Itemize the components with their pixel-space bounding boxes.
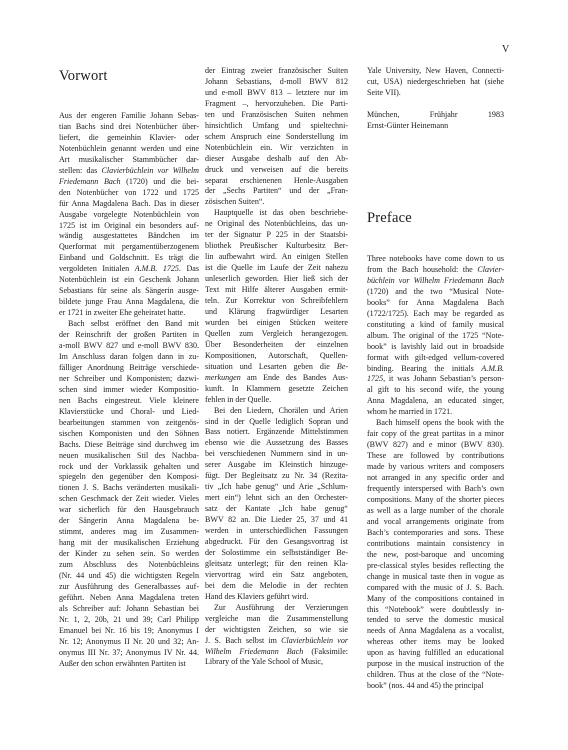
text-line: (1722/1725). Each may be regarded as	[367, 308, 504, 318]
text-line: liefert, die gemeinhin Klavier- oder	[59, 132, 199, 142]
text-line: und e-moll BWV 813 – letztere nur im	[205, 87, 348, 97]
text-line: Bachs. Diese Beiträge sind durchweg im	[59, 439, 199, 449]
text-line: Bach’s contemporaries and sons. These	[367, 527, 504, 537]
paragraph	[59, 319, 199, 670]
preface-heading: Preface	[367, 210, 412, 226]
text-line: als Schreiber auf: Johann Sebastian bei	[59, 603, 199, 613]
text-line: Notenbüchlein ist ein Geschenk Johann	[59, 275, 199, 285]
paragraph	[205, 66, 348, 208]
text-line: abgedruckt. Für den Gesangsvortrag ist	[205, 536, 348, 546]
text-line: Nr. 1, 2, 20b, 21 und 39; Carl Philipp	[59, 614, 199, 624]
text-line: büchlein vor Wilhelm Friedemann Bach	[367, 275, 504, 285]
text-line: spiegeln den gegenüber den Komposi-	[59, 472, 199, 482]
text-line: tian Bachs sind drei Notenbücher über-	[59, 121, 199, 131]
text-line: sischen Komponisten und den Söhnen	[59, 428, 199, 438]
text-line: zösischen Suiten“.	[205, 197, 265, 207]
text-line: ter der Signatur P 225 in der Staatsbi-	[205, 230, 348, 240]
text-line: contributions maintain consistency in	[367, 538, 504, 548]
text-line: neuen musikalischen Stil des Nachba-	[59, 450, 199, 460]
text-line: book” is lavishly laid out in broadside	[367, 341, 504, 351]
text-line: Three notebooks have come down to us	[367, 254, 504, 263]
paragraph	[367, 66, 504, 99]
preface-column	[367, 254, 504, 692]
text-line: viervortrag wird ein Satz angeboten,	[205, 569, 348, 579]
page-number: V	[502, 44, 510, 55]
paragraph	[205, 208, 348, 405]
text-line: Library of the Yale School of Music,	[205, 657, 324, 667]
text-line: al gift to his second wife, the young	[367, 385, 504, 395]
text-line: album. The original of the 1725 “Note-	[367, 330, 504, 340]
text-line: und Klärung fragwürdiger Lesarten	[205, 306, 348, 316]
text-line: compositions. Many of the shorter pieces	[367, 494, 504, 504]
text-line: fehlen in der Quelle.	[205, 394, 272, 404]
text-line: Sebastians für seine als Sängerin ausge-	[59, 286, 199, 296]
text-line: der Eintrag zweier französischer Suiten	[205, 66, 348, 75]
text-line: situation und Lesarten geben die Be-	[205, 361, 348, 371]
text-line: frequently interspersed with Bach’s own	[367, 484, 504, 494]
text-line: unleserlich geworden. Hier ließ sich der	[205, 274, 348, 284]
text-line: Nr. 12; Anonymus II Nr. 20 und 32; An-	[59, 636, 199, 646]
text-line: Fragment –, hervorzuheben. Die Parti-	[205, 98, 348, 108]
text-line: Notenbüchlein genannt werden und eine	[59, 143, 199, 153]
vorwort-column-2	[205, 66, 348, 668]
text-line: a-moll BWV 827 und e-moll BWV 830.	[59, 341, 199, 351]
text-line: 1725, it was Johann Sebastian’s person-	[367, 374, 504, 384]
text-line: fair copy of the great partitas in a minor	[367, 429, 504, 439]
text-line: zur Ausführung des Generalbasses auf-	[59, 581, 199, 591]
text-line: (1720) and the two “Musical Note-	[367, 286, 504, 296]
text-line: er 1721 in zweiter Ehe geheiratet hatte.	[59, 308, 186, 318]
text-line: bildete junge Frau Anna Magdalena, die	[59, 297, 199, 307]
text-line: ner Schreiber und Komponisten; dazwi-	[59, 373, 199, 383]
text-line: werden in unterschiedlichen Fassungen	[205, 526, 348, 536]
text-line: tended to serve the domestic musical	[367, 615, 504, 625]
paragraph	[367, 110, 504, 132]
text-line: schen Geschmack der Zeit wieder. Vieles	[59, 494, 199, 504]
text-line: needs of Anna Magdalena as a vocalist,	[367, 626, 504, 636]
text-line: Bach selbst eröffnet den Band mit	[68, 319, 199, 329]
text-line: Seite VII).	[367, 87, 401, 97]
text-line: der wichtigsten Zeichen, so wie sie	[205, 624, 348, 634]
text-line: separat erschienenen Henle-Ausgaben	[205, 175, 348, 185]
text-line: bei dem die Melodie in der rechten	[205, 580, 348, 590]
text-line: Kompositionen, Autorschaft, Quellen-	[205, 350, 348, 360]
text-line: ten und Französischen Suiten nehmen	[205, 109, 348, 119]
text-line: wurden bei einigen Stücken weitere	[205, 317, 348, 327]
text-line: compared with the music of J. S. Bach.	[367, 582, 504, 592]
text-line: gleitsatz unterlegt; für den reinen Kla-	[205, 558, 348, 568]
text-line: and vocal arrangements originate from	[367, 516, 504, 526]
text-line: J. S. Bach selbst im Clavierbüchlein vor	[205, 635, 348, 645]
text-line: pre-classical styles besides reflecting the	[367, 560, 504, 570]
paragraph	[205, 603, 348, 669]
text-line: Anna Magdalena, an educated singer,	[367, 396, 504, 406]
text-line: whereas other items may be looked	[367, 637, 504, 647]
text-line: Hand des Klaviers geführt wird.	[205, 591, 309, 601]
text-line: hinsichtlich Umfang und spieltechni-	[205, 120, 348, 130]
text-line: vergleiche man die Zusammenstellung	[205, 613, 348, 623]
text-line: geführt. Neben Anna Magdalena treten	[59, 592, 199, 602]
vorwort-column-3	[367, 66, 504, 132]
text-line: Ausgabe vorgelegte Notenbüchlein von	[59, 209, 199, 219]
paragraph	[367, 418, 504, 692]
text-line: (BWV 827) and e minor (BWV 830).	[367, 440, 504, 450]
text-line: der Solostimme ein selbstständiger Be-	[205, 547, 348, 557]
text-line: as well as a large number of the chorale	[367, 505, 504, 515]
text-line: Hauptquelle ist das oben beschriebe-	[214, 208, 348, 218]
text-line: purpose in the musical instruction of the	[367, 659, 504, 669]
text-line: Johann Sebastians, d-moll BWV 812	[205, 76, 348, 86]
text-line: Aus der engeren Familie Johann Sebas-	[59, 111, 199, 120]
text-line: schem Anspruch eine Sonderstellung im	[205, 131, 348, 141]
text-line: Art musikalischer Stammbücher dar-	[59, 154, 199, 164]
text-line: bei verschiedenen Nummern sind in un-	[205, 449, 348, 459]
text-line: books” for Anna Magdalena Bach	[367, 297, 504, 307]
text-line: schen sind immer wieder Kompositio-	[59, 384, 199, 394]
text-line: merkungen am Ende des Bandes Aus-	[205, 372, 348, 382]
text-line: Text mit Hilfe älterer Ausgaben ermit-	[205, 285, 348, 295]
text-line: der Sängerin Anna Magdalena be-	[59, 516, 199, 526]
text-line: format with gilt-edged vellum-covered	[367, 352, 504, 362]
text-line: vergoldeten Initialen A.M.B. 1725. Das	[59, 264, 199, 274]
text-line: sind in der Quelle lediglich Sopran und	[205, 416, 348, 426]
text-line: Querformat mit pergamentüberzogenem	[59, 242, 199, 252]
text-line: not arranged in any specific order and	[367, 473, 504, 483]
text-line: war sicherlich für den Hausgebrauch	[59, 505, 199, 515]
text-line: These are followed by contributions	[367, 451, 504, 461]
text-line: München, Frühjahr 1983	[367, 109, 504, 119]
text-line: satz der Kantate „Ich habe genug“	[205, 504, 348, 514]
text-line: Quellen zum Vergleich herangezogen.	[205, 328, 348, 338]
text-line: Im Anschluss daran folgen dann in zu-	[59, 351, 199, 361]
text-line: Yale University, New Haven, Connecti-	[367, 66, 504, 75]
text-line: der Kinder zu sehen sein. So werden	[59, 549, 199, 559]
text-line: tionen J. S. Bachs veränderten musikali-	[59, 483, 199, 493]
text-line: fälliger Anordnung Beiträge verschiede-	[59, 362, 199, 372]
text-line: mert ein“) lehnt sich an den Orchester-	[205, 493, 348, 503]
text-line: constituting a kind of family musical	[367, 319, 504, 329]
text-line: stimmt, anderes mag im Zusammen-	[59, 527, 199, 537]
text-line: der Reinschrift der großen Partiten in	[59, 330, 199, 340]
text-line: 1725 ist im Original ein besonders auf-	[59, 220, 199, 230]
text-line: ist die Quelle im Laufe der Zeit nahezu	[205, 263, 348, 273]
text-line: Ernst-Günter Heinemann	[367, 120, 449, 130]
text-line: upon as having fulfilled an educational	[367, 648, 504, 658]
text-line: bearbeitungen stammen von zeitgenös-	[59, 417, 199, 427]
text-line: from the Bach household: the Clavier-	[367, 264, 504, 274]
text-line: binding. Bearing the initials A.M.B.	[367, 363, 504, 373]
text-line: cut, USA) niedergeschrieben hat (siehe	[367, 76, 504, 86]
text-line: dieser Ausgabe deshalb auf den Ab-	[205, 153, 348, 163]
text-line: Notenbüchlein ein. Wir verzichten in	[205, 142, 348, 152]
text-line: onymus III Nr. 37; Anonymus IV Nr. 44.	[59, 647, 199, 657]
text-line: hang mit der musikalischen Erziehung	[59, 538, 199, 548]
text-line: children. Thus at the close of the “Note-	[367, 670, 504, 680]
paragraph	[59, 111, 199, 319]
text-line: lin aufbewahrt wird. An einigen Stellen	[205, 252, 348, 262]
text-line: zum Abschluss des Notenbüchleins	[59, 560, 199, 570]
vorwort-column-1	[59, 111, 199, 670]
text-line: made by various writers and composers	[367, 462, 504, 472]
text-line: rock und der Vorklassik gehalten und	[59, 461, 199, 471]
text-line: tiv „Ich habe genug“ und Arie „Schlum-	[205, 482, 348, 492]
paragraph	[367, 254, 504, 418]
paragraph	[205, 406, 348, 603]
text-line: Bei den Liedern, Chorälen und Arien	[214, 405, 348, 415]
text-line: book” (nos. 44 and 45) the principal	[367, 681, 484, 691]
text-line: ebenso wie die Aussetzung des Basses	[205, 438, 348, 448]
text-line: wändig ausgestattetes Bändchen im	[59, 231, 199, 241]
text-line: whom he married in 1721.	[367, 407, 453, 417]
text-line: fügt. Der Begleitsatz zu Nr. 34 (Rezita-	[205, 471, 348, 481]
text-line: BWV 82 an. Die Lieder 25, 37 und 41	[205, 515, 348, 525]
text-line: Bass notiert. Ergänzende Mittelstimmen	[205, 427, 348, 437]
text-line: der „Sechs Partiten“ und der „Fran-	[205, 186, 348, 196]
text-line: kunft. In Klammern gesetzte Zeichen	[205, 383, 348, 393]
text-line: Emanuel bei Nr. 16 bis 19; Anonymus I	[59, 625, 199, 635]
text-line: druck und verweisen auf die bereits	[205, 164, 348, 174]
text-line: Klavierstücke und Choral- und Lied-	[59, 406, 199, 416]
text-line: Außer den schon erwähnten Partiten ist	[59, 658, 186, 668]
text-line: Friedemann Bach (1720) und die bei-	[59, 176, 199, 186]
text-line: Über Besonderheiten der einzelnen	[205, 339, 348, 349]
text-line: Many of the compositions contained in	[367, 593, 504, 603]
text-line: this “Notebook” were doubtlessly in-	[367, 604, 504, 614]
text-line: Wilhelm Friedemann Bach (Faksimile:	[205, 646, 349, 656]
vorwort-heading: Vorwort	[59, 68, 108, 84]
text-line: serer Ausgabe im Kleinstich hinzuge-	[205, 460, 348, 470]
text-line: Einband und Goldschnitt. Es trägt die	[59, 253, 199, 263]
text-line: change in musical taste then in vogue as	[367, 571, 504, 581]
text-line: stellen: das Clavierbüchlein vor Wilhelm	[59, 165, 199, 175]
text-line: für Anna Magdalena Bach. Das in dieser	[59, 198, 199, 208]
text-line: the new, post-baroque and uncoming	[367, 549, 504, 559]
text-line: (Nr. 44 und 45) die wichtigsten Regeln	[59, 571, 199, 581]
text-line: Zur Ausführung der Verzierungen	[214, 602, 348, 612]
text-line: nen Bachs eingestreut. Viele kleinere	[59, 395, 199, 405]
text-line: teln. Zur Korrektur von Schreibfehlern	[205, 296, 348, 306]
text-line: Bach himself opens the book with the	[376, 418, 504, 428]
text-line: den Notenbücher von 1722 und 1725	[59, 187, 199, 197]
text-line: ne Original des Notenbüchleins, das un-	[205, 219, 348, 229]
text-line: bliothek Preußischer Kulturbesitz Ber-	[205, 241, 348, 251]
